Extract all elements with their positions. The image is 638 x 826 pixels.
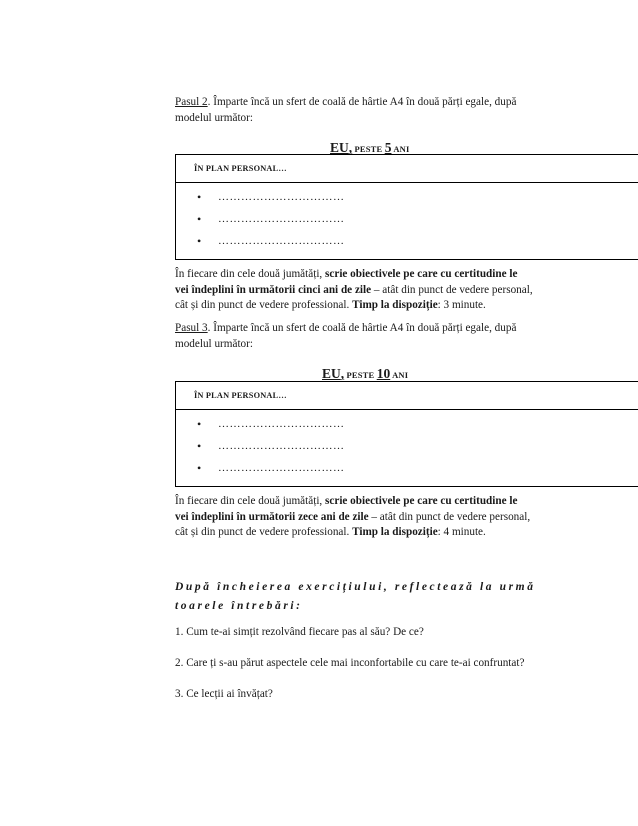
para1-text: – atât din punct de vedere personal, [371,283,533,296]
title-10-years [322,366,408,382]
para2-bold: scrie obiectivele pe care cu certitudine le [325,495,518,507]
list-item [176,208,638,230]
instruction-paragraph-1 [175,267,533,314]
step2-intro [175,95,516,126]
title2-comma: , [340,366,345,381]
box2-header: ÎN PLAN PERSONAL… [176,382,638,410]
para2-text: În fiecare din cele două jumătăți, [175,495,326,507]
blank-line: …………………………… [218,440,345,452]
blank-line: …………………………… [218,213,345,225]
para2-text: cât și din punct de vedere professional. [175,526,353,538]
title1-comma: , [348,140,353,155]
reflection-line2: toarele întrebări: [175,600,303,612]
question-1: 1. Cum te-ai simțit rezolvând fiecare pas al său? De ce? [175,626,424,638]
instruction-paragraph-2 [175,494,530,541]
plan-box-5-years [175,154,638,260]
bullet-icon: • [197,439,202,453]
question-2: 2. Care ți s-au părut aspectele cele mai inconfortabile cu care te-ai confruntat? [175,657,525,669]
para1-text: cât și din punct de vedere professional. [175,299,353,311]
para1-text: : 3 minute. [437,299,486,311]
list-item [176,413,638,435]
step3-line1: . Împarte încă un sfert de coală de hârtie A4 în două părți egale, după [207,322,517,334]
step3-label: Pasul 3 [175,322,208,334]
step2-label: Pasul 2 [175,96,208,108]
title1-eu: EU [330,140,349,155]
bullet-icon: • [197,461,202,475]
title1-peste: PESTE [352,144,385,154]
step2-line1: . Împarte încă un sfert de coală de hârtie A4 în două părți egale, după [207,96,517,108]
title1-num: 5 [384,140,392,155]
reflection-heading [175,578,536,616]
para1-bold: scrie obiectivele pe care cu certitudine le [325,268,518,280]
title2-peste: PESTE [344,370,377,380]
list-item [176,186,638,208]
plan-box-10-years [175,381,638,487]
title2-num: 10 [376,366,391,381]
para2-bold: Timp la dispoziție [352,526,438,538]
blank-line: …………………………… [218,191,345,203]
para1-bold: Timp la dispoziție [352,299,438,311]
list-item [176,230,638,252]
reflection-line1: După încheierea exercițiului, reflectează la urmă [175,581,536,593]
para2-bold: vei îndeplini în următorii zece ani de zile [175,510,369,523]
step2-line2: modelul următor: [175,111,253,124]
step3-line2: modelul următor: [175,337,253,350]
title2-ani: ANI [390,370,409,380]
blank-line: …………………………… [218,235,345,247]
blank-line: …………………………… [218,462,345,474]
list-item [176,435,638,457]
box1-header: ÎN PLAN PERSONAL… [176,155,638,183]
para1-bold: vei îndeplini în următorii cinci ani de zile [175,283,372,296]
para2-text: – atât din punct de vedere personal, [368,510,531,523]
title1-ani: ANI [391,144,410,154]
bullet-icon: • [197,234,202,248]
bullet-icon: • [197,212,202,226]
para1-text: În fiecare din cele două jumătăți, [175,268,326,280]
question-3: 3. Ce lecții ai învățat? [175,688,273,700]
list-item [176,457,638,479]
para2-text: : 4 minute. [437,526,486,538]
title2-eu: EU [322,366,341,381]
bullet-icon: • [197,417,202,431]
bullet-icon: • [197,190,202,204]
step3-intro [175,321,516,352]
blank-line: …………………………… [218,418,345,430]
